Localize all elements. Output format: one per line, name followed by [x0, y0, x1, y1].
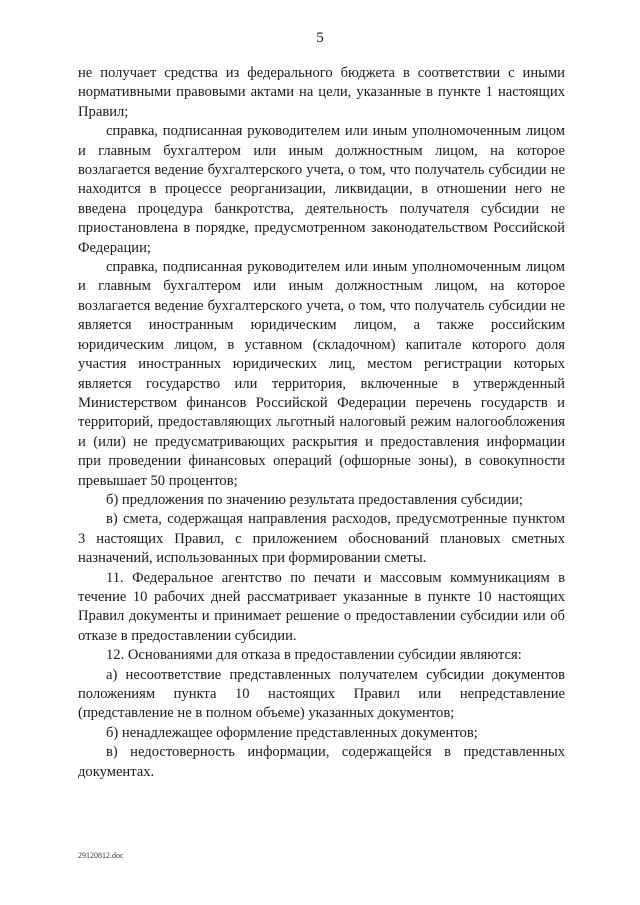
document-body	[78, 64, 565, 782]
paragraph-certificate-foreign-entity: справка, подписанная руководителем или иным уполномоченным лицом и главным бухгалтером или иным должностным лицом, на которое возлагается ведение бухгалтерского учета, о том, что получатель субсидии не является иностранным юридическим лицом, а также российским юридическим лицом, в уставном (складочном) капитале которого доля участия иностранных юридических лиц, местом регистрации которых является государство или территория, включенные в утвержденный Министерством финансов Российской Федерации перечень государств и территорий, предоставляющих льготный налоговый режим налогообложения и (или) не предусматривающих раскрытия и предоставления информации при проведении финансовых операций (офшорные зоны), в совокупности превышает 50 процентов;	[78, 259, 565, 489]
paragraph-certificate-reorganization: справка, подписанная руководителем или иным уполномоченным лицом и главным бухгалтером или иным должностным лицом, на которое возлагается ведение бухгалтерского учета, о том, что получатель субсидии не находится в процессе реорганизации, ликвидации, в отношении него не введена процедура банкротства, деятельность получателя субсидии не приостановлена в порядке, предусмотренном законодательством Российской Федерации;	[78, 123, 565, 256]
paragraph-refusal-a: а) несоответствие представленных получателем субсидии документов положениям пункта 10 настоящих Правил или непредставление (представление не в полном объеме) указанных документов;	[78, 666, 565, 722]
paragraph-item-b-proposals: б) предложения по значению результата предоставления субсидии;	[106, 491, 523, 508]
page-number: 5	[316, 30, 324, 46]
paragraph-continuation: не получает средства из федерального бюджета в соответствии с иными нормативными правовыми актами на цели, указанные в пункте 1 настоящих Правил;	[78, 65, 565, 120]
paragraph-12-refusal-grounds: 12. Основаниями для отказа в предоставлении субсидии являются:	[106, 647, 522, 664]
paragraph-refusal-b: б) ненадлежащее оформление представленных документов;	[106, 724, 478, 741]
paragraph-item-v-estimate: в) смета, содержащая направления расходов, предусмотренные пунктом 3 настоящих Правил, с приложением обоснований плановых сметных назначений, использованных при формировании сметы.	[78, 511, 565, 567]
footer-filename: 29120812.doc	[78, 851, 124, 860]
paragraph-refusal-v: в) недостоверность информации, содержащейся в представленных документах.	[78, 744, 565, 780]
paragraph-11-review: 11. Федеральное агентство по печати и массовым коммуникациям в течение 10 рабочих дней рассматривает указанные в пункте 10 настоящих Правил документы и принимает решение о предоставлении субсидии или об отказе в предоставлении субсидии.	[78, 569, 565, 644]
